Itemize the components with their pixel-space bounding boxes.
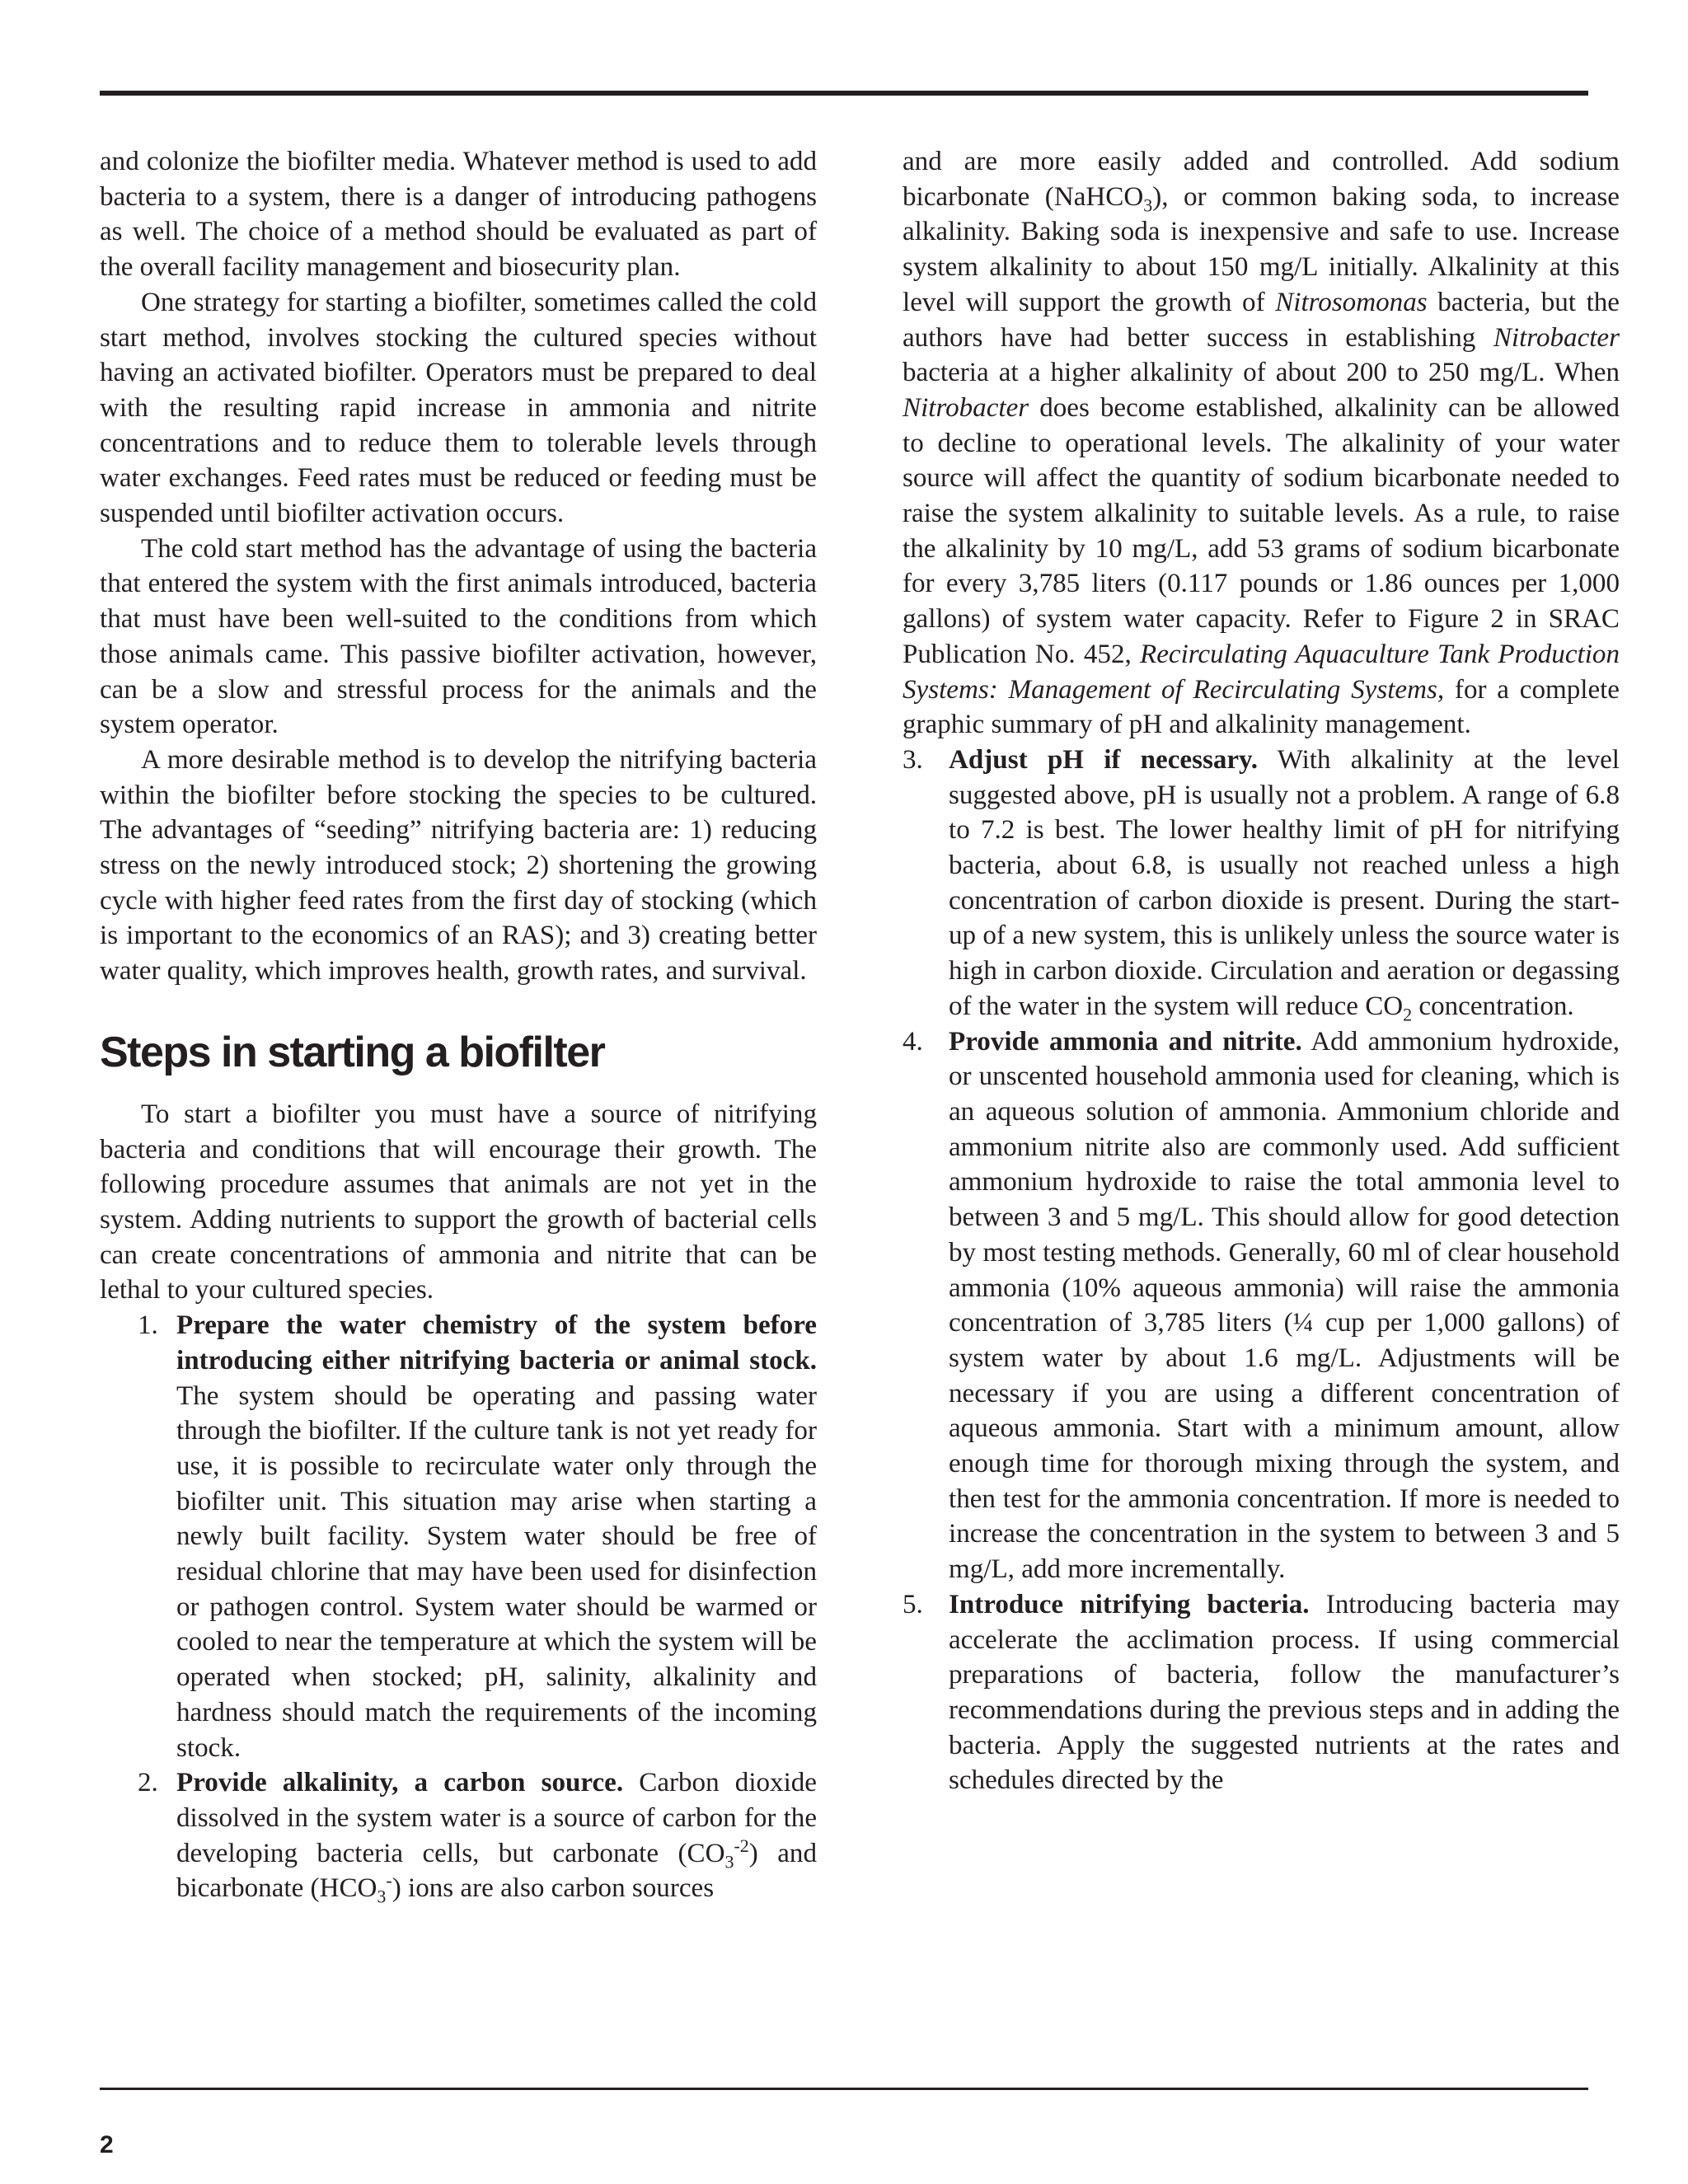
page-number: 2 (100, 2131, 114, 2158)
text-run: ), or common baking soda, to increase alkalinity. Baking soda is inexpensive and safe to use. Increase system alkalinity to about 150 mg/L initially. Alkalinity at this level will support the growth of (903, 181, 1620, 317)
step-text: ) ions are also carbon sources (392, 1873, 715, 1904)
step-number: 5. (903, 1589, 923, 1619)
right-column (903, 144, 1620, 1798)
step-text: ) and bicarbonate (HCO (176, 1838, 817, 1904)
step-title: Provide alkalinity, a carbon source. (176, 1768, 624, 1798)
step-text: concentration. (1412, 991, 1574, 1021)
superscript: -2 (734, 1835, 749, 1856)
superscript: - (386, 1870, 392, 1891)
paragraph: To start a biofilter you must have a source of nitrifying bacteria and conditions that will encourage their growth. The following procedure assumes that animals are not yet in the system. Adding nutrients to support the growth of bacterial cells can create concentrations of ammonia and nitrite that can be lethal to your cultured species. (100, 1099, 817, 1305)
step-item (903, 1587, 1620, 1798)
step-number: 4. (903, 1026, 923, 1057)
subscript: 3 (724, 1851, 734, 1872)
step-text: Add ammonium hydroxide, or unscented household ammonia used for cleaning, which is an aqueous solution of ammonia. Ammonium chloride and ammonium nitrite also are commonly used. Add sufficient ammonium hydroxide to raise the total ammonia level to between 3 and 5 mg/L. This should allow for good detection by most testing methods. Generally, 60 ml of clear household ammonia (10% aqueous ammonia) will raise the ammonia concentration of 3,785 liters (¼ cup per 1,000 gallons) of system water by about 1.6 mg/L. Adjustments will be necessary if you are using a different concentration of aqueous ammonia. Start with a minimum amount, allow enough time for thorough mixing through the system, and then test for the ammonia concentration. If more is needed to increase the concentration in the system to between 3 and 5 mg/L, add more incrementally. (949, 1026, 1620, 1585)
steps-list (100, 1308, 817, 1906)
paragraph: and colonize the biofilter media. Whatever method is used to add bacteria to a system, there is a danger of introducing pathogens as well. The choice of a method should be evaluated as part of the overall facility management and biosecurity plan. (100, 147, 817, 283)
step-item (903, 743, 1620, 1024)
text-run: bacteria, but the authors have had better success in establishing (903, 287, 1620, 353)
subscript: 3 (1143, 194, 1153, 216)
step-number: 2. (138, 1768, 158, 1798)
text-run: bacteria at a higher alkalinity of about 200 to 250 mg/L. When (903, 358, 1620, 388)
paragraph: One strategy for starting a biofilter, sometimes called the cold start method, involves stocking the cultured species without having an activated biofilter. Operators must be prepared to deal with the resulting rapid increase in ammonia and nitrite concentrations and to reduce them to tolerable levels through water exchanges. Feed rates must be reduced or feeding must be suspended until biofilter activation occurs. (100, 287, 817, 529)
step-number: 3. (903, 744, 923, 775)
step-item (100, 1765, 817, 1906)
text-run: does become established, alkalinity can be allowed to decline to operational levels. The alkalinity of your water source will affect the quantity of sodium bicarbonate needed to raise the system alkalinity to suitable levels. As a rule, to raise the alkalinity by 10 mg/L, add 53 grams of sodium bicarbonate for every 3,785 liters (0.117 pounds or 1.86 ounces per 1,000 gallons) of system water capacity. Refer to Figure 2 in SRAC Publication No. 452, (903, 392, 1620, 669)
text-run: and are more easily added and controlled. Add sodium bicarbonate (NaHCO (903, 147, 1620, 212)
step-text: Carbon dioxide dissolved in the system water is a source of carbon for the developing bacteria cells, but carbonate (CO (176, 1768, 817, 1868)
subscript: 3 (377, 1886, 387, 1907)
step-text: With alkalinity at the level suggested above, pH is usually not a problem. A range of 6.8 to 7.2 is best. The lower healthy limit of pH for nitrifying bacteria, about 6.8, is usually not reached unless a high concentration of carbon dioxide is present. During the start-up of a new system, this is unlikely unless the source water is high in carbon dioxide. Circulation and aeration or degassing of the water in the system will reduce CO (949, 744, 1620, 1021)
italic-term: Nitrobacter (903, 392, 1029, 423)
step-number: 1. (138, 1310, 158, 1341)
paragraph (903, 144, 1620, 743)
left-column (100, 144, 817, 1906)
publication-title: Recirculating Aquaculture Tank Production Systems: Management of Recirculating Systems, (903, 639, 1620, 705)
footer-rule (100, 2088, 1588, 2090)
italic-term: Nitrosomonas (1275, 287, 1428, 317)
step-item (903, 1024, 1620, 1587)
header-rule (100, 91, 1588, 96)
step-title: Adjust pH if necessary. (949, 744, 1259, 775)
steps-list (903, 743, 1620, 1798)
step-text: The system should be operating and passing water through the biofilter. If the culture tank is not yet ready for use, it is possible to recirculate water only through the biofilter unit. This situation may arise when starting a newly built facility. System water should be free of residual chlorine that may have been used for disinfection or pathogen control. System water should be warmed or cooled to near the temperature at which the system will be operated when stocked; pH, salinity, alkalinity and hardness should match the requirements of the incoming stock. (176, 1380, 817, 1763)
step-title: Introduce nitrifying bacteria. (949, 1589, 1310, 1619)
step-item (100, 1308, 817, 1765)
step-title: Prepare the water chemistry of the system before introducing either nitrifying bacteria or animal stock. (176, 1310, 817, 1376)
section-heading: Steps in starting a biofilter (100, 1028, 605, 1076)
text-run: for a complete graphic summary of pH and alkalinity management. (903, 674, 1620, 740)
paragraph: The cold start method has the advantage of using the bacteria that entered the system with the first animals introduced, bacteria that must have been well-suited to the conditions from which those animals came. This passive biofilter activation, however, can be a slow and stressful process for the animals and the system operator. (100, 533, 817, 740)
step-title: Provide ammonia and nitrite. (949, 1026, 1302, 1057)
subscript: 2 (1403, 1004, 1413, 1025)
italic-term: Nitrobacter (1493, 322, 1620, 353)
paragraph: A more desirable method is to develop the nitrifying bacteria within the biofilter before stocking the species to be cultured. The advantages of “seeding” nitrifying bacteria are: 1) reducing stress on the newly introduced stock; 2) shortening the growing cycle with higher feed rates from the first day of stocking (which is important to the economics of an RAS); and 3) creating better water quality, which improves health, growth rates, and survival. (100, 744, 817, 987)
step-text: Introducing bacteria may accelerate the acclimation process. If using commercial preparations of bacteria, follow the manufacturer’s recommendations during the previous steps and in adding the bacteria. Apply the suggested nutrients at the rates and schedules directed by the (949, 1589, 1620, 1796)
